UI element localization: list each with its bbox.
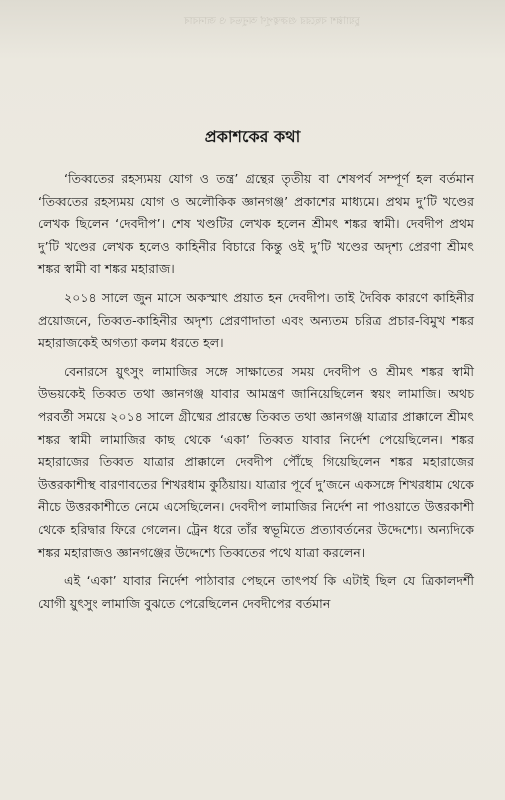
body-text bbox=[38, 168, 474, 621]
paragraph-1: ‘তিব্বতের রহস্যময় যোগ ও তন্ত্র’ গ্রন্থের তৃতীয় বা শেষপর্ব সম্পূর্ণ হল বর্তমান ‘তিব্বতের রহস্যময় যোগ ও অলৌকিক জ্ঞানগঞ্জ’ প্রকাশের মাধ্যমে। প্রথম দু’টি খণ্ডের লেখক ছিলেন ‘দেবদীপ’। শেষ খণ্ডটির লেখক হলেন শ্রীমৎ শঙ্কর স্বামী। দেবদীপ প্রথম দু’টি খণ্ডের লেখক হলেও কাহিনীর বিচারে কিন্তু ওই দু’টি খণ্ডের অদৃশ্য প্রেরণা শ্রীমৎ শঙ্কর স্বামী বা শঙ্কর মহারাজ। bbox=[38, 171, 474, 277]
paragraph-2: ২০১৪ সালে জুন মাসে অকস্মাৎ প্রয়াত হন দেবদীপ। তাই দৈবিক কারণে কাহিনীর প্রয়োজনে, তিব্বত-কাহিনীর অদৃশ্য প্রেরণাদাতা এবং অন্যতম চরিত্র প্রচার-বিমুখ শঙ্কর মহারাজকেই অগত্যা কলম ধরতে হল। bbox=[38, 289, 474, 351]
paragraph-3: বেনারসে য়ুৎসুং লামাজির সঙ্গে সাক্ষাতের সময় দেবদীপ ও শ্রীমৎ শঙ্কর স্বামী উভয়কেই তিব্বত তথা জ্ঞানগঞ্জ যাবার আমন্ত্রণ জানিয়েছিলেন স্বয়ং লামাজি। অথচ পরবর্তী সময়ে ২০১৪ সালে গ্রীষ্মের প্রারম্ভে তিব্বত তথা জ্ঞানগঞ্জ যাত্রার প্রাক্কালে শ্রীমৎ শঙ্কর স্বামী লামাজির কাছ থেকে ‘একা’ তিব্বত যাবার নির্দেশ পেয়েছিলেন। শঙ্কর মহারাজের তিব্বত যাত্রার প্রাক্কালে দেবদীপ পৌঁছে গিয়েছিলেন শঙ্কর মহারাজের উত্তরকাশীস্থ বারণাবতের শিখরধাম কুঠিয়ায়। যাত্রার পূর্বে দু’জনে একসঙ্গে শিখরধাম থেকে নীচে উত্তরকাশীতে নেমে এসেছিলেন। দেবদীপ লামাজির নির্দেশ না পাওয়াতে উত্তরকাশী থেকে হরিদ্বার ফিরে গেলেন। ট্রেন ধরে তাঁর স্বভূমিতে প্রত্যাবর্তনের উদ্দেশ্যে। অন্যদিকে শঙ্কর মহারাজও জ্ঞানগঞ্জের উদ্দেশ্যে তিব্বতের পথে যাত্রা করলেন। bbox=[38, 363, 474, 560]
paragraph-4: এই ‘একা’ যাবার নির্দেশ পাঠাবার পেছনে তাৎপর্য কি এটাই ছিল যে ত্রিকালদর্শী যোগী য়ুৎসুং লামাজি বুঝতে পেরেছিলেন দেবদীপের বর্তমান bbox=[38, 573, 474, 611]
page-title: প্রকাশকের কথা bbox=[204, 127, 301, 146]
bleed-through-text: চুয়াল্লিশ বছরের গুরুত্বপূর্ণ অনুভব ও জানবাৰ bbox=[183, 16, 360, 27]
